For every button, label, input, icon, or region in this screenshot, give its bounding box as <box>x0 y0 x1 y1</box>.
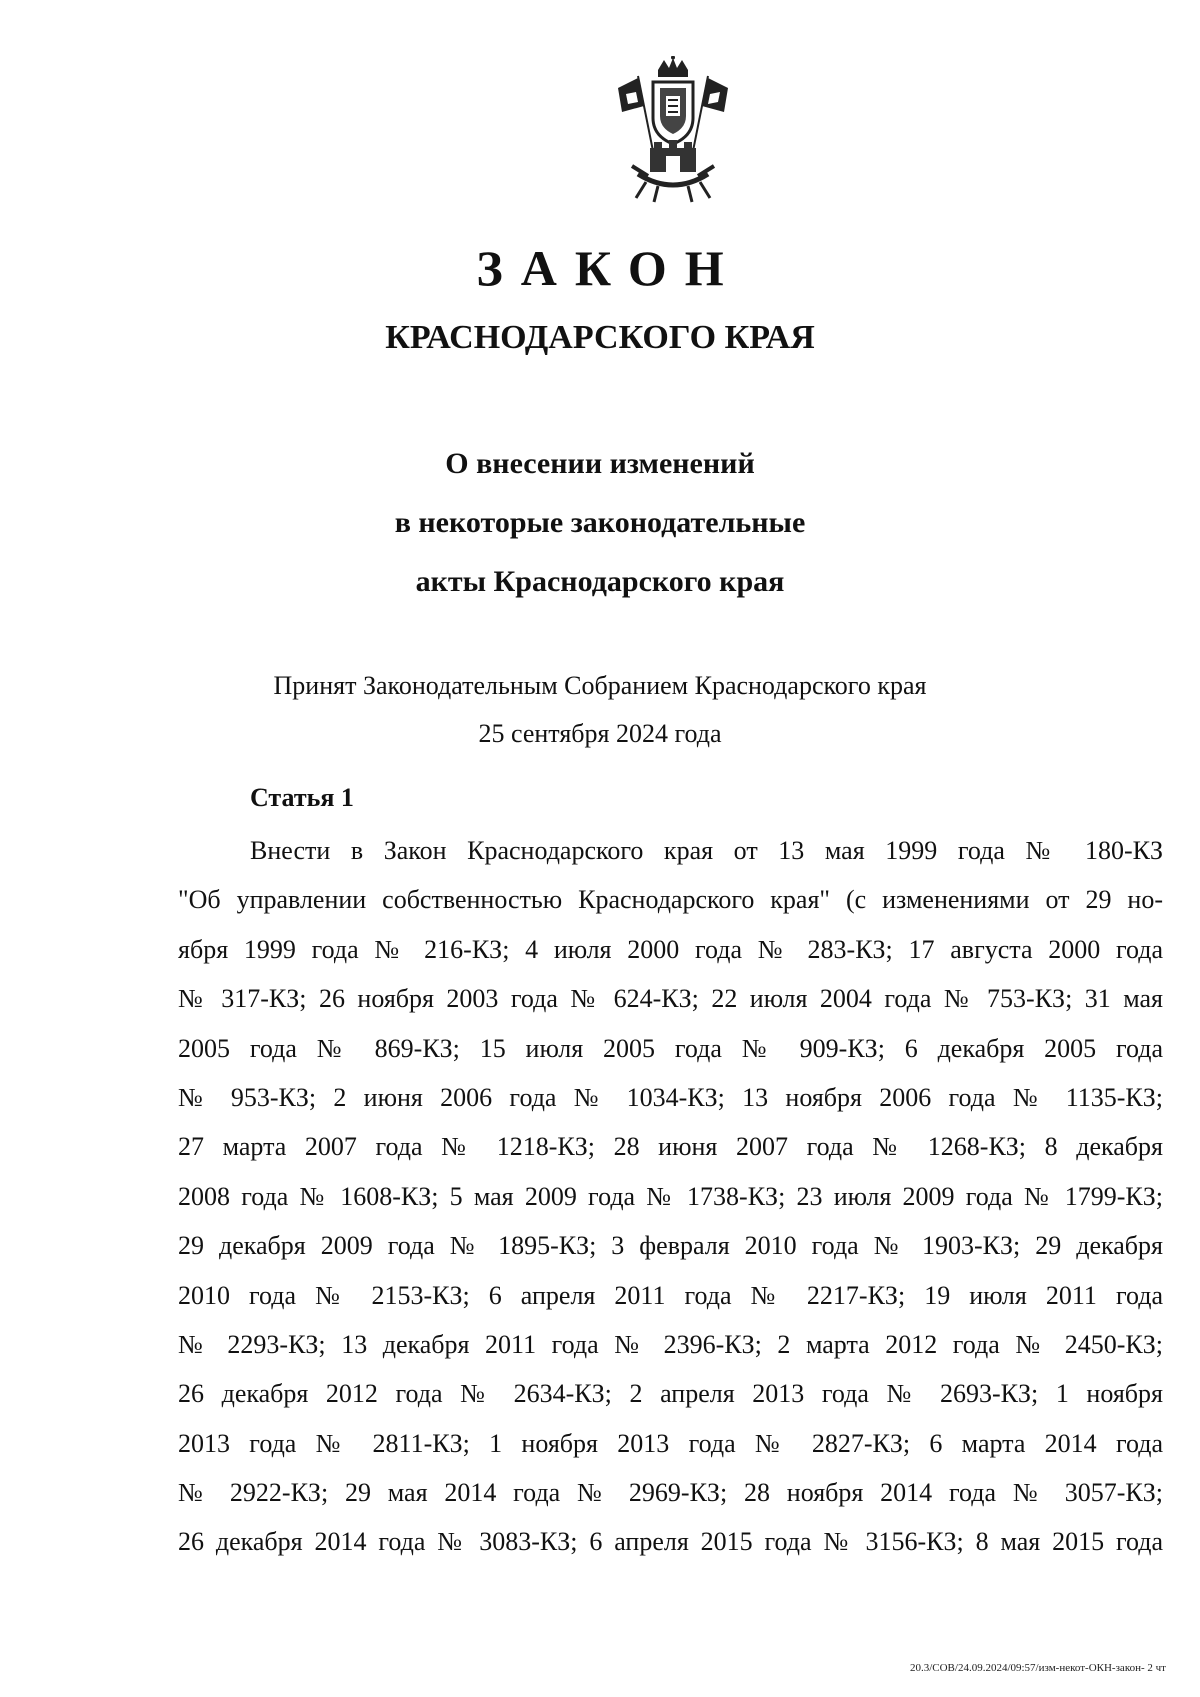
adoption-note <box>0 662 1200 758</box>
coat-of-arms-icon <box>608 56 738 206</box>
body-line: 2010 года № 2153-КЗ; 6 апреля 2011 года № 2217-КЗ; 19 июля 2011 года <box>178 1280 1163 1310</box>
body-line: 29 декабря 2009 года № 1895-КЗ; 3 февраля 2010 года № 1903-КЗ; 29 декабря <box>178 1231 1163 1261</box>
document-file-code: 20.3/СОВ/24.09.2024/09:57/изм-некот-ОКН-закон- 2 чт <box>909 1662 1166 1674</box>
body-line: 27 марта 2007 года № 1218-КЗ; 28 июня 2007 года № 1268-КЗ; 8 декабря <box>178 1132 1163 1162</box>
body-line: 2005 года № 869-КЗ; 15 июля 2005 года № 909-КЗ; 6 декабря 2005 года <box>178 1033 1163 1063</box>
body-line: ября 1999 года № 216-КЗ; 4 июля 2000 года № 283-КЗ; 17 августа 2000 года <box>178 934 1163 964</box>
body-line: 2008 года № 1608-КЗ; 5 мая 2009 года № 1738-КЗ; 23 июля 2009 года № 1799-КЗ; <box>178 1181 1163 1211</box>
body-line: Внести в Закон Краснодарского края от 13 мая 1999 года № 180-КЗ <box>250 836 1163 865</box>
subject-line: акты Краснодарского края <box>415 565 785 598</box>
body-line: № 953-КЗ; 2 июня 2006 года № 1034-КЗ; 13 ноября 2006 года № 1135-КЗ; <box>178 1082 1163 1112</box>
body-line: № 2293-КЗ; 13 декабря 2011 года № 2396-КЗ; 2 марта 2012 года № 2450-КЗ; <box>178 1329 1163 1359</box>
law-subject-title <box>0 434 1200 611</box>
subject-line: О внесении изменений <box>445 447 755 480</box>
body-line: "Об управлении собственностью Краснодарского края" (с изменениями от 29 но- <box>178 885 1163 915</box>
body-line: 26 декабря 2014 года № 3083-КЗ; 6 апреля 2015 года № 3156-КЗ; 8 мая 2015 года <box>178 1527 1163 1557</box>
body-line: № 2922-КЗ; 29 мая 2014 года № 2969-КЗ; 28 ноября 2014 года № 3057-КЗ; <box>178 1478 1163 1508</box>
article-heading: Статья 1 <box>250 783 354 812</box>
body-line: 2013 года № 2811-КЗ; 1 ноября 2013 года № 2827-КЗ; 6 марта 2014 года <box>178 1428 1163 1458</box>
body-line: 26 декабря 2012 года № 2634-КЗ; 2 апреля 2013 года № 2693-КЗ; 1 ноября <box>178 1379 1163 1409</box>
adoption-body: Принят Законодательным Собранием Краснодарского края <box>273 671 927 700</box>
body-line: № 317-КЗ; 26 ноября 2003 года № 624-КЗ; 22 июля 2004 года № 753-КЗ; 31 мая <box>178 984 1163 1014</box>
adoption-date: 25 сентября 2024 года <box>478 719 722 748</box>
issuing-region-title: КРАСНОДАРСКОГО КРАЯ <box>385 319 815 356</box>
document-type-title: ЗАКОН <box>476 240 742 296</box>
subject-line: в некоторые законодательные <box>394 506 806 539</box>
article-body <box>178 826 1163 1567</box>
